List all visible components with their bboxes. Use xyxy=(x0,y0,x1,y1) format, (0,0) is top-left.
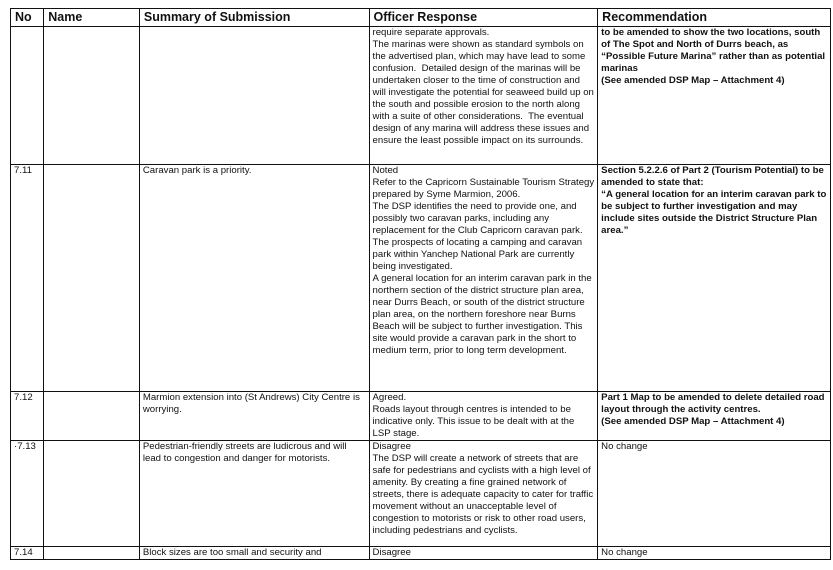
cell-officer-response xyxy=(369,392,598,441)
submissions-page xyxy=(10,8,831,560)
table-row xyxy=(11,392,831,441)
submissions-table xyxy=(10,8,831,560)
cell-summary xyxy=(139,27,369,165)
officer-paragraph: require separate approvals. xyxy=(372,27,490,38)
recommendation-paragraph: No change xyxy=(601,547,648,558)
cell-recommendation xyxy=(598,165,831,392)
header-name: Name xyxy=(44,9,140,27)
officer-paragraph: Disagree xyxy=(372,547,411,558)
cell-no xyxy=(11,27,44,165)
cell-name xyxy=(44,165,140,392)
cell-recommendation xyxy=(598,547,831,560)
cell-recommendation xyxy=(598,27,831,165)
header-officer-response: Officer Response xyxy=(369,9,598,27)
cell-recommendation xyxy=(598,441,831,547)
table-row xyxy=(11,27,831,165)
cell-no: 7.14 xyxy=(11,547,44,560)
table-header-row xyxy=(11,9,831,27)
cell-summary: Block sizes are too small and security and xyxy=(139,547,369,560)
officer-paragraph: Disagree xyxy=(372,441,411,452)
cell-officer-response xyxy=(369,27,598,165)
officer-paragraph: Agreed. xyxy=(372,392,407,403)
cell-officer-response xyxy=(369,441,598,547)
officer-paragraph: Noted xyxy=(372,165,399,176)
cell-no: ·7.13 xyxy=(11,441,44,547)
cell-no: 7.11 xyxy=(11,165,44,392)
cell-officer-response xyxy=(369,547,598,560)
cell-summary: Pedestrian-friendly streets are ludicrous and will lead to congestion and danger for motorists. xyxy=(139,441,369,547)
cell-recommendation xyxy=(598,392,831,441)
recommendation-paragraph: “A general location for an interim caravan park to be subject to further investigation and may include sites outside the District Structure Plan area.” xyxy=(601,189,830,236)
header-recommendation: Recommendation xyxy=(598,9,831,27)
cell-summary: Marmion extension into (St Andrews) City Centre is worrying. xyxy=(139,392,369,441)
recommendation-paragraph: (See amended DSP Map – Attachment 4) xyxy=(601,75,785,86)
recommendation-paragraph: Part 1 Map to be amended to delete detailed road layout through the activity centres. xyxy=(601,392,828,415)
officer-paragraph: The marinas were shown as standard symbols on the advertised plan, which may have lead to some confusion. Detailed design of the marinas will be undertaken closer to the time of construction and will investigate the potential for seaweed build up on the south and possible erosion to the north along with a suite of other considerations. The eventual design of any marina will address these issues and ensure the least possible impact on its surrounds. xyxy=(372,39,597,146)
header-no: No xyxy=(11,9,44,27)
table-row xyxy=(11,547,831,560)
officer-paragraph: The DSP will create a network of streets that are safe for pedestrians and cyclists with a high level of amenity. By creating a fine grained network of streets, there is adequate capacity to cater for traffic movement without an unacceptable level of congestion to motorists or risk to other road users, including pedestrians and cyclists. xyxy=(372,453,596,536)
recommendation-paragraph: No change xyxy=(601,441,648,452)
cell-name xyxy=(44,547,140,560)
cell-no: 7.12 xyxy=(11,392,44,441)
officer-paragraph: Refer to the Capricorn Sustainable Tourism Strategy prepared by Syme Marmion, 2006. xyxy=(372,177,597,200)
cell-summary: Caravan park is a priority. xyxy=(139,165,369,392)
cell-officer-response xyxy=(369,165,598,392)
cell-name xyxy=(44,441,140,547)
recommendation-paragraph: to be amended to show the two locations, south of The Spot and North of Durrs beach, as “Possible Future Marina” rather than as potential marinas xyxy=(601,27,828,74)
table-row xyxy=(11,441,831,547)
cell-name xyxy=(44,392,140,441)
officer-paragraph: The prospects of locating a camping and caravan park within Yanchep National Park are currently being investigated. xyxy=(372,237,585,272)
officer-paragraph: A general location for an interim caravan park in the northern section of the district structure plan area, near Durrs Beach, or south of the district structure plan area, on the northern foreshore near Burns Beach will be subject to further investigation. This site would provide a caravan park in the short to medium term, prior to long term development. xyxy=(372,273,595,356)
table-row xyxy=(11,165,831,392)
recommendation-paragraph: Section 5.2.2.6 of Part 2 (Tourism Potential) to be amended to state that: xyxy=(601,165,827,188)
officer-paragraph: The DSP identifies the need to provide one, and possibly two caravan parks, including any replacement for the Club Capricorn caravan park. xyxy=(372,201,583,236)
header-summary: Summary of Submission xyxy=(139,9,369,27)
cell-name xyxy=(44,27,140,165)
recommendation-paragraph: (See amended DSP Map – Attachment 4) xyxy=(601,416,785,427)
officer-paragraph: Roads layout through centres is intended to be indicative only. This issue to be dealt with at the LSP stage. xyxy=(372,404,577,439)
